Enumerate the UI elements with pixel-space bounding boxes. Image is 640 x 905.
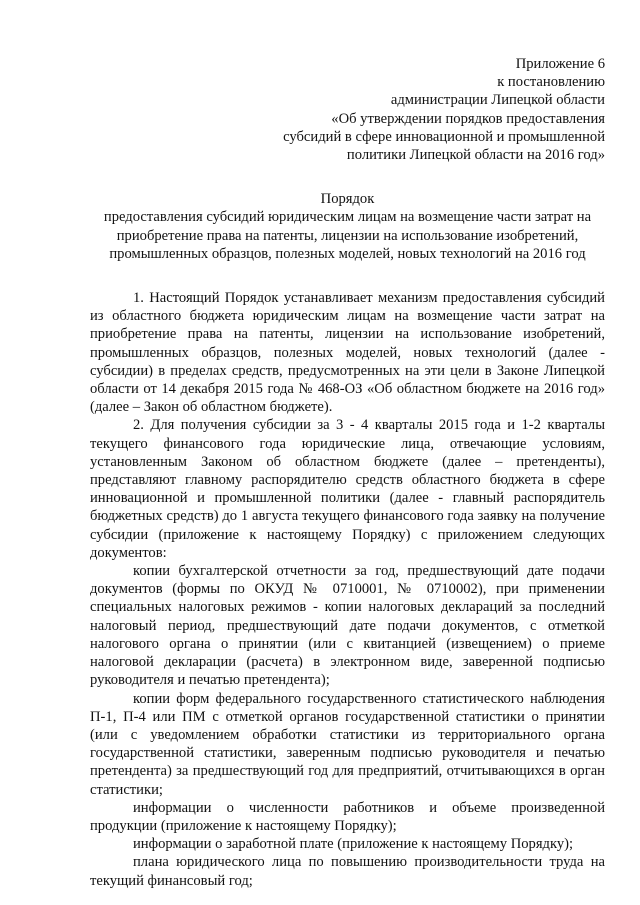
subtitle-line: предоставления субсидий юридическим лицам на возмещение части затрат на [103,209,592,226]
document-subtitle [80,208,615,263]
subtitle-line: промышленных образцов, полезных моделей, новых технологий на 2016 год [109,245,586,262]
subtitle-line: приобретение права на патенты, лицензии на использование изобретений, [116,227,579,244]
paragraph: информации о заработной плате (приложение к настоящему Порядку); [133,836,574,853]
paragraph: копии бухгалтерской отчетности за год, предшествующий дате подачи документов (формы по ОКУД № 0710001, № 0710002), при применении специальных налоговых режимов - копии налоговых деклараций за последний налоговый период, предшествующий дате подачи документов, с отметкой налогового органа о принятии (или с квитанцией (извещением) о приеме налоговой декларации (расчета) в электронном виде, заверенной подписью руководителя и печатью претендента); [90,563,605,689]
paragraph: 2. Для получения субсидии за 3 - 4 кварталы 2015 года и 1-2 кварталы текущего финансового года юридические лица, отвечающие условиям, установленным Законом об областном бюджете (далее – претенденты), представляют главному распорядителю средств областного бюджета в сфере инновационной и промышленной политики (далее - главный распорядитель бюджетных средств) до 1 августа текущего финансового года заявку на получение субсидии (приложение к настоящему Порядку) с приложением следующих документов: [90,417,605,561]
paragraph: 1. Настоящий Порядок устанавливает механизм предоставления субсидий из областного бюджета юридическим лицам на возмещение части затрат на приобретение права на патенты, лицензии на использование изобретений, промышленных образцов, полезных моделей, новых технологий (далее - субсидии) в пределах средств, предусмотренных на эти цели в Законе Липецкой области от 14 декабря 2015 года № 468-ОЗ «Об областном бюджете на 2016 год» (далее – Закон об областном бюджете). [90,290,605,416]
annex-line: администрации Липецкой области [390,92,605,109]
annex-line: субсидий в сфере инновационной и промышленной [283,128,605,145]
annex-line: политики Липецкой области на 2016 год» [346,147,605,164]
annex-line: к постановлению [497,74,605,91]
paragraph: информации о численности работников и объеме произведенной продукции (приложение к настоящему Порядку); [90,799,605,834]
annex-header [90,55,605,164]
paragraph: копии форм федерального государственного статистического наблюдения П-1, П-4 или ПМ с отметкой органов государственной статистики о принятии (или с уведомлением обработки статистики из территориального органа государственной статистики, заверенным подписью руководителя и печатью претендента) за предшествующий год для предприятий, отчитывающихся в орган статистики; [90,690,605,798]
annex-line: Приложение 6 [515,56,605,72]
document-body [90,289,605,890]
document-title: Порядок [320,191,375,208]
annex-line: «Об утверждении порядков предоставления [331,110,605,127]
paragraph: плана юридического лица по повышению производительности труда на текущий финансовый год; [90,854,605,889]
document-page [90,55,605,890]
